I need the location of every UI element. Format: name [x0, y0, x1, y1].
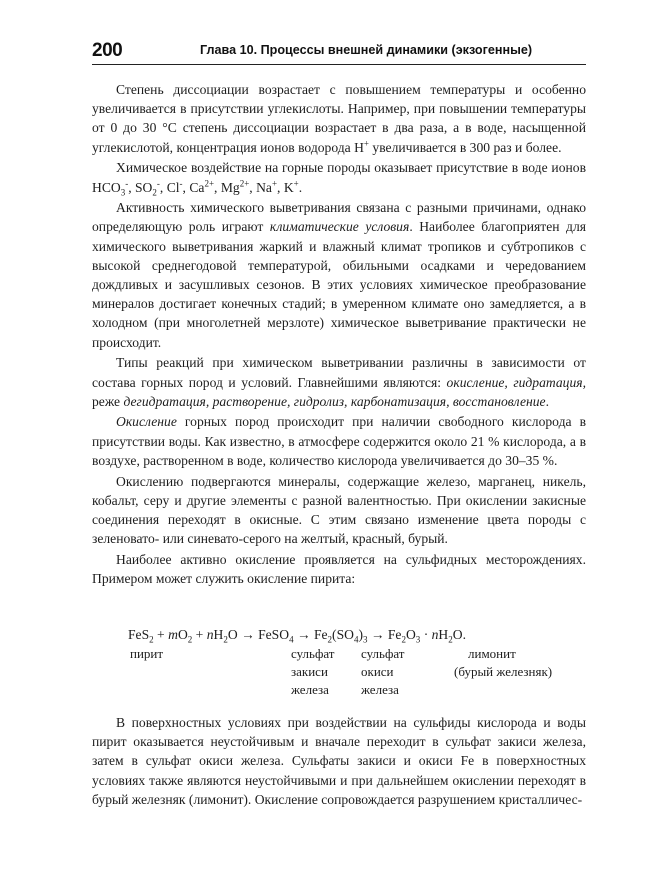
paragraph-reaction-types: Типы реакций при химическом выветривании различны в зависимости от состава горных пород и условий. Главнейшими являются: окисление, гидратация, реже дегидратация, растворение, гидролиз, карбонатизация, восстановление. — [92, 355, 586, 409]
paragraph-sulfide: Наиболее активно окисление проявляется на сульфидных месторождениях. Примером может служить окисление пирита: — [92, 551, 586, 587]
page-number: 200 — [92, 40, 123, 61]
label-sulfate-1: сульфат — [291, 646, 335, 661]
paragraph-dissociation: Степень диссоциации возрастает с повышением температуры и особенно увеличивается в присутствии углекислоты. Например, при повышении температуры от 0 до 30 °С степень диссоциации возрастает в два раза, а в воде, насыщенной углекислотой, концентрация ионов водорода H+ увеличивается в 300 раз и более. — [92, 82, 586, 155]
label-iron-1: железа — [291, 682, 329, 697]
paragraph-surface-conditions: В поверхностных условиях при воздействии на сульфиды кислорода и воды пирит оказывается неустойчивым и вначале переходит в сульфат закиси железа, затем в сульфат окиси железа. Сульфаты закиси и окиси Fe в поверхностных условиях также являются неустойчивыми и при дальнейшем окислении переходят в бурый железняк (лимонит). Окисление сопровождается разрушением кристалличес- — [92, 715, 586, 807]
chapter-title: Глава 10. Процессы внешней динамики (экзогенные) — [200, 43, 533, 57]
label-zakisi: закиси — [291, 664, 328, 679]
text-body — [92, 80, 586, 590]
label-pyrite: пирит — [130, 646, 164, 661]
text-body-continued — [92, 713, 586, 809]
paragraph-minerals: Окислению подвергаются минералы, содержащие железо, марганец, никель, кобальт, серу и другие элементы с разной валентностью. При окислении закисные соединения переходят в окисные. С этим связано изменение цвета породы с зеленовато- или синевато-серого на желтый, красный, бурый. — [92, 473, 586, 547]
paragraph-climate: Активность химического выветривания связана с разными причинами, однако определяющую роль играют климатические условия. Наиболее благоприятен для химического выветривания жаркий и влажный климат тропиков и субтропиков с высокой среднегодовой температурой, обильными осадками и чередованием дождливых и засушливых сезонов. В этих условиях химическое преобразование минералов достигает конечных стадий; в умеренном климате оно замедляется, а в холодном (при многолетней мерзлоте) химическое выветривание практически не происходит. — [92, 200, 586, 350]
page-header — [92, 40, 586, 65]
label-sulfate-2: сульфат — [361, 646, 405, 661]
formula-equation: $FeS_2 + mO_2 + nH_2O$ → FeSO$_4$ → $Fe_2(SO_4)_3 \to Fe_2O_3 \cdot nH_2O$. — [128, 627, 466, 645]
paragraph-oxidation: Окисление горных пород происходит при наличии свободного кислорода в присутствии воды. Как известно, в атмосфере содержится около 21 % кислорода, а в воздухе, растворенном в воде, количество кислорода увеличивается до 30–35 %. — [92, 414, 586, 468]
label-limonite: лимонит — [468, 646, 516, 661]
pyrite-oxidation-formula — [128, 627, 568, 699]
label-brown-ironstone: (бурый железняк) — [454, 664, 553, 679]
label-okisi: окиси — [361, 664, 394, 679]
label-iron-2: железа — [361, 682, 399, 697]
paragraph-ions: Химическое воздействие на горные породы оказывает присутствие в воде ионов $HCO_3^-$, $SO_2^-$, Cl-, $Ca^{2+}$, $Mg^{2+}$, Na+, K+. — [92, 160, 586, 198]
